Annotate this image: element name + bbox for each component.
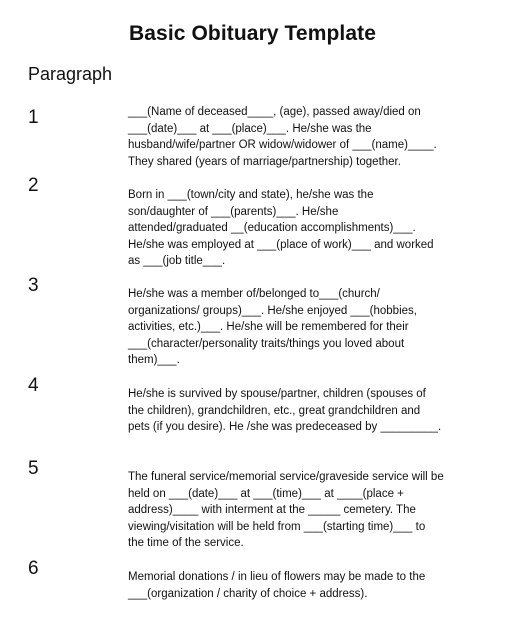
paragraph-line: Born in ___(town/city and state), he/she was the	[128, 189, 374, 201]
paragraph-number-4: 4	[28, 375, 39, 396]
paragraph-4	[128, 386, 498, 436]
paragraph-line: The funeral service/memorial service/graveside service will be	[128, 471, 444, 483]
paragraph-line: ___(organization / charity of choice + address).	[128, 587, 368, 600]
paragraph-1	[128, 104, 498, 170]
paragraph-line: attended/graduated __(education accomplishments)___.	[128, 222, 416, 235]
paragraph-number-5: 5	[28, 458, 39, 479]
paragraph-line: activities, etc.)___. He/she will be remembered for their	[128, 321, 409, 334]
paragraph-line: organizations/ groups)___. He/she enjoyed ___(hobbies,	[128, 304, 417, 317]
paragraph-line: the children), grandchildren, etc., great grandchildren and	[128, 404, 421, 417]
paragraph-line: ___(character/personality traits/things you loved about	[128, 337, 405, 350]
paragraph-line: ___(date)___ at ___(place)___. He/she was the	[128, 122, 372, 135]
paragraph-line: address)____ with interment at the _____ cemetery. The	[128, 504, 416, 517]
paragraph-line: ___(Name of deceased____, (age), passed away/died on	[128, 106, 421, 118]
paragraph-2	[128, 187, 498, 270]
paragraph-number-1: 1	[28, 107, 39, 128]
paragraph-line: They shared (years of marriage/partnership) together.	[128, 155, 401, 168]
paragraph-line: He/she is survived by spouse/partner, children (spouses of	[128, 388, 426, 400]
paragraph-line: son/daughter of ___(parents)___. He/she	[128, 205, 339, 218]
paragraph-number-2: 2	[28, 175, 39, 196]
paragraph-line: them)___.	[128, 354, 180, 367]
paragraph-line: viewing/visitation will be held from ___(starting time)___ to	[128, 520, 426, 533]
paragraph-number-3: 3	[28, 275, 39, 296]
paragraph-line: He/she was a member of/belonged to___(church/	[128, 288, 380, 300]
paragraph-line: as ___(job title___.	[128, 255, 226, 268]
paragraph-line: Memorial donations / in lieu of flowers may be made to the	[128, 571, 426, 583]
document-title: Basic Obituary Template	[129, 22, 376, 45]
paragraph-line: He/she was employed at ___(place of work)___ and worked	[128, 238, 434, 251]
paragraph-line: pets (if you desire). He /she was predeceased by _________.	[128, 421, 442, 434]
paragraph-5	[128, 469, 498, 552]
paragraph-line: held on ___(date)___ at ___(time)___ at ____(place +	[128, 487, 404, 500]
paragraph-3	[128, 286, 498, 369]
paragraph-line: the time of the service.	[128, 537, 244, 550]
paragraph-line: husband/wife/partner OR widow/widower of ___(name)____.	[128, 139, 437, 152]
paragraph-number-6: 6	[28, 558, 39, 579]
paragraph-6	[128, 569, 498, 602]
section-heading: Paragraph	[28, 64, 113, 84]
